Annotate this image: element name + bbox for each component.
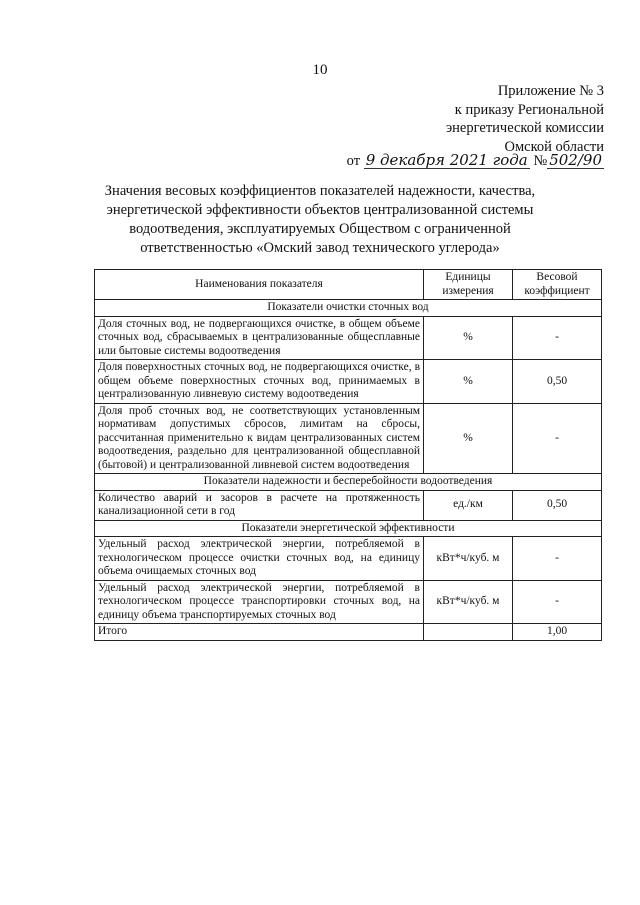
indicator-name: Доля поверхностных сточных вод, не подвергающихся очистке, в общем объеме поверхностных сточных вод, принимаемых в централизованную ливневую систему водоотведения	[95, 360, 424, 404]
section-title: Показатели энергетической эффективности	[95, 520, 602, 537]
indicator-unit: %	[424, 360, 513, 404]
header-unit: Единицы измерения	[424, 270, 513, 300]
section-title: Показатели надежности и бесперебойности водоотведения	[95, 474, 602, 491]
annex-block	[446, 82, 604, 156]
indicator-weight: -	[513, 403, 602, 474]
indicator-weight: -	[513, 537, 602, 581]
coefficients-table	[94, 269, 602, 641]
header-weight: Весовой коэффициент	[513, 270, 602, 300]
table-row	[95, 580, 602, 624]
table-row	[95, 403, 602, 474]
indicator-weight: -	[513, 316, 602, 360]
indicator-name: Количество аварий и засоров в расчете на протяженность канализационной сети в год	[95, 490, 424, 520]
section-title: Показатели очистки сточных вод	[95, 300, 602, 317]
indicator-unit: ед./км	[424, 490, 513, 520]
section-row	[95, 474, 602, 491]
table-row	[95, 490, 602, 520]
indicator-weight: -	[513, 580, 602, 624]
indicator-name: Доля проб сточных вод, не соответствующих установленным нормативам допустимых сбросов, лимитам на сбросы, рассчитанная применительно к видам централизованных систем водоотведения, раздельно для централизованной общесплавной (бытовой) и централизованной ливневой систем водоотведения	[95, 403, 424, 474]
total-row	[95, 624, 602, 641]
indicator-name: Удельный расход электрической энергии, потребляемой в технологическом процессе транспортировки сточных вод, на единицу объема транспортируемых сточных вод	[95, 580, 424, 624]
order-date-line	[347, 152, 604, 170]
page-number: 10	[312, 62, 328, 78]
indicator-weight: 0,50	[513, 490, 602, 520]
total-label: Итого	[95, 624, 424, 641]
table-header-row	[95, 270, 602, 300]
indicator-name: Удельный расход электрической энергии, потребляемой в технологическом процессе очистки сточных вод, на единицу объема очищаемых сточных вод	[95, 537, 424, 581]
handwritten-date: 9 декабря 2021 года	[365, 151, 528, 169]
indicator-weight: 0,50	[513, 360, 602, 404]
total-weight: 1,00	[513, 624, 602, 641]
indicator-unit: кВт*ч/куб. м	[424, 537, 513, 581]
annex-line: к приказу Региональной	[454, 101, 604, 118]
number-prefix: №	[533, 153, 548, 169]
document-title: Значения весовых коэффициентов показателей надежности, качества, энергетической эффективности объектов централизованной системы водоотведения, эксплуатируемых Обществом с ограниченной ответственностью «Омский завод технического углерода»	[104, 183, 536, 256]
date-prefix: от	[346, 153, 361, 169]
section-row	[95, 520, 602, 537]
handwritten-number: 502/90	[549, 151, 602, 169]
table-row	[95, 360, 602, 404]
annex-line: Омской области	[504, 138, 604, 155]
annex-line: энергетической комиссии	[445, 120, 604, 136]
annex-line: Приложение № 3	[497, 83, 604, 99]
indicator-name: Доля сточных вод, не подвергающихся очистке, в общем объеме сточных вод, сбрасываемых в централизованные общесплавные или бытовые системы водоотведения	[95, 316, 424, 360]
table-row	[95, 537, 602, 581]
indicator-unit: %	[424, 316, 513, 360]
total-unit	[424, 624, 513, 641]
indicator-unit: %	[424, 403, 513, 474]
indicator-unit: кВт*ч/куб. м	[424, 580, 513, 624]
section-row	[95, 300, 602, 317]
table-row	[95, 316, 602, 360]
header-name: Наименования показателя	[95, 270, 424, 300]
